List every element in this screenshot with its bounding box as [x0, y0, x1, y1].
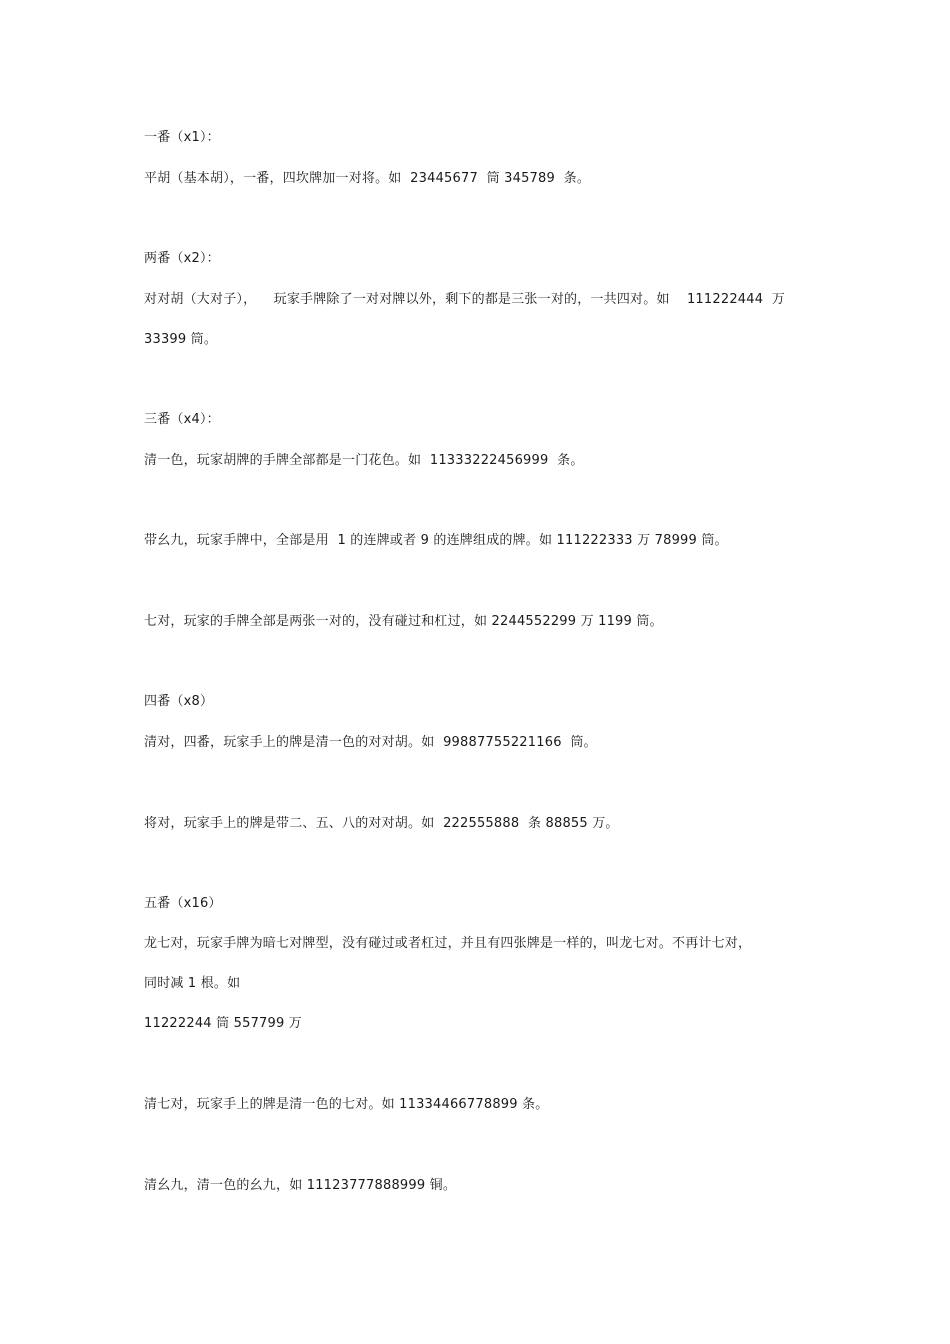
rule-qing-yao-jiu: 清幺九，清一色的幺九，如 11123777888999 铜。: [144, 1178, 457, 1193]
rule-ping-hu: 平胡（基本胡），一番，四坎牌加一对将。如 23445677 筒 345789 条。: [144, 171, 591, 186]
heading-3-fan: 三番（x4）：: [144, 412, 220, 427]
rule-long-qi-dui: 龙七对，玩家手牌为暗七对牌型，没有碰过或者杠过，并且有四张牌是一样的，叫龙七对。不再计七对，: [144, 936, 752, 951]
heading-1-fan: 一番（x1）：: [144, 130, 220, 145]
rule-long-qi-dui-cont: 同时减 1 根。如: [144, 976, 241, 991]
rule-qing-yi-se: 清一色，玩家胡牌的手牌全部都是一门花色。如 11333222456999 条。: [144, 453, 584, 468]
rule-dui-dui-hu-cont: 33399 筒。: [144, 332, 218, 347]
rule-jiang-dui: 将对，玩家手上的牌是带二、五、八的对对胡。如 222555888 条 88855 万。: [144, 816, 619, 831]
rule-long-qi-dui-example: 11222244 筒 557799 万: [144, 1016, 302, 1031]
rule-qing-qi-dui: 清七对，玩家手上的牌是清一色的七对。如 11334466778899 条。: [144, 1097, 549, 1112]
rule-dai-yao-jiu: 带幺九，玩家手牌中，全部是用 1 的连牌或者 9 的连牌组成的牌。如 111222333 万 78999 筒。: [144, 533, 728, 548]
heading-2-fan: 两番（x2）：: [144, 251, 220, 266]
rule-qi-dui: 七对，玩家的手牌全部是两张一对的，没有碰过和杠过，如 2244552299 万 1199 筒。: [144, 614, 663, 629]
heading-4-fan: 四番（x8）: [144, 694, 214, 709]
rule-dui-dui-hu: 对对胡（大对子）， 玩家手牌除了一对对牌以外，剩下的都是三张一对的，一共四对。如 111222444 万: [144, 292, 786, 307]
heading-5-fan: 五番（x16）: [144, 896, 222, 911]
rule-qing-dui: 清对，四番，玩家手上的牌是清一色的对对胡。如 99887755221166 筒。: [144, 735, 597, 750]
